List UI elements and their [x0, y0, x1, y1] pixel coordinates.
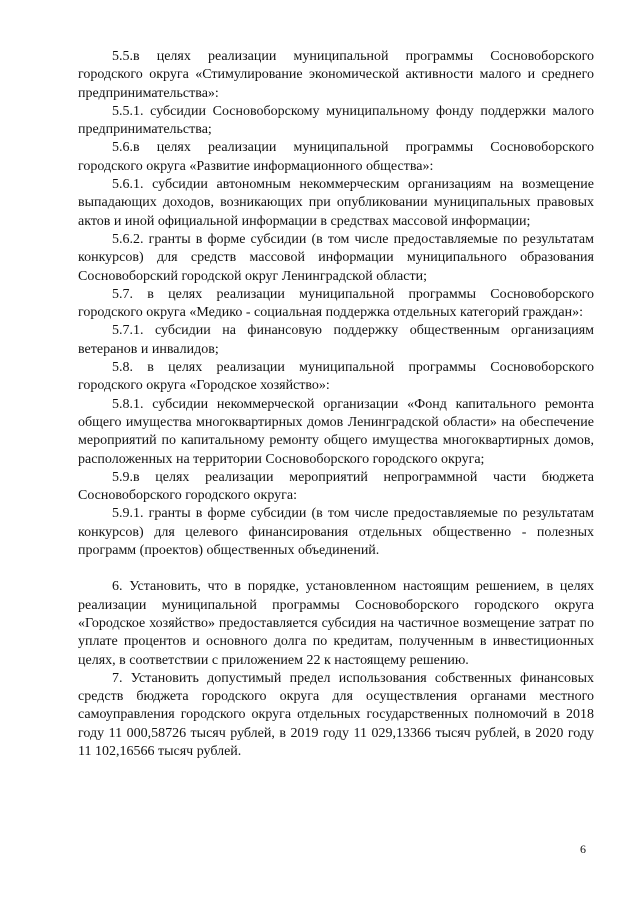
paragraph-5-6-1: 5.6.1. субсидии автономным некоммерческим организациям на возмещение выпадающих доходов, возникающих при опубликовании муниципальных правовых актов и иной официальной информации в средствах массовой информации; — [78, 177, 594, 229]
paragraph-5-6-2: 5.6.2. гранты в форме субсидии (в том числе предоставляемые по результатам конкурсов) для средств массовой информации муниципального образования Сосновоборский городской округ Ленинградской области; — [78, 231, 594, 284]
paragraph-5-8-1: 5.8.1. субсидии некоммерческой организации «Фонд капитального ремонта общего имущества многоквартирных домов Ленинградской области» на обеспечение мероприятий по капитальному ремонту общего имущества многоквартирных домов, расположенных на территории Сосновоборского городского округа; — [78, 396, 594, 467]
paragraph-5-8: 5.8. в целях реализации муниципальной программы Сосновоборского городского округа «Городское хозяйство»: — [78, 360, 594, 394]
paragraph-5-7-1: 5.7.1. субсидии на финансовую поддержку общественным организациям ветеранов и инвалидов; — [78, 323, 594, 357]
paragraph-6: 6. Установить, что в порядке, установленном настоящим решением, в целях реализации муниципальной программы Сосновоборского городского округа «Городское хозяйство» предоставляется субсидия на частичное возмещение затрат по уплате процентов и основного долга по кредитам, полученным в инвестиционных целях, в соответствии с приложением 22 к настоящему решению. — [78, 579, 594, 668]
paragraph-5-9: 5.9.в целях реализации мероприятий непрограммной части бюджета Сосновоборского городского округа: — [78, 469, 594, 504]
paragraph-5-7: 5.7. в целях реализации муниципальной программы Сосновоборского городского округа «Медико - социальная поддержка отдельных категорий граждан»: — [78, 286, 594, 321]
paragraph-5-9-1: 5.9.1. гранты в форме субсидии (в том числе предоставляемые по результатам конкурсов) для целевого финансирования отдельных общественно - полезных программ (проектов) общественных объединений. — [78, 506, 594, 559]
paragraph-5-5: 5.5.в целях реализации муниципальной программы Сосновоборского городского округа «Стимулирование экономической активности малого и среднего предпринимательства»: — [78, 49, 594, 101]
page-number: 6 — [580, 842, 586, 856]
paragraph-5-6: 5.6.в целях реализации муниципальной программы Сосновоборского городского округа «Развитие информационного общества»: — [78, 140, 594, 174]
paragraph-5-5-1: 5.5.1. субсидии Сосновоборскому муниципальному фонду поддержки малого предпринимательства; — [78, 103, 594, 138]
document-body — [78, 48, 594, 761]
paragraph-7: 7. Установить допустимый предел использования собственных финансовых средств бюджета городского округа для осуществления органами местного самоуправления городского округа отдельных государственных полномочий в 2018 году 11 000,58726 тысяч рублей, в 2019 году 11 029,13366 тысяч рублей, в 2020 году 11 102,16566 тысяч рублей. — [78, 670, 594, 759]
